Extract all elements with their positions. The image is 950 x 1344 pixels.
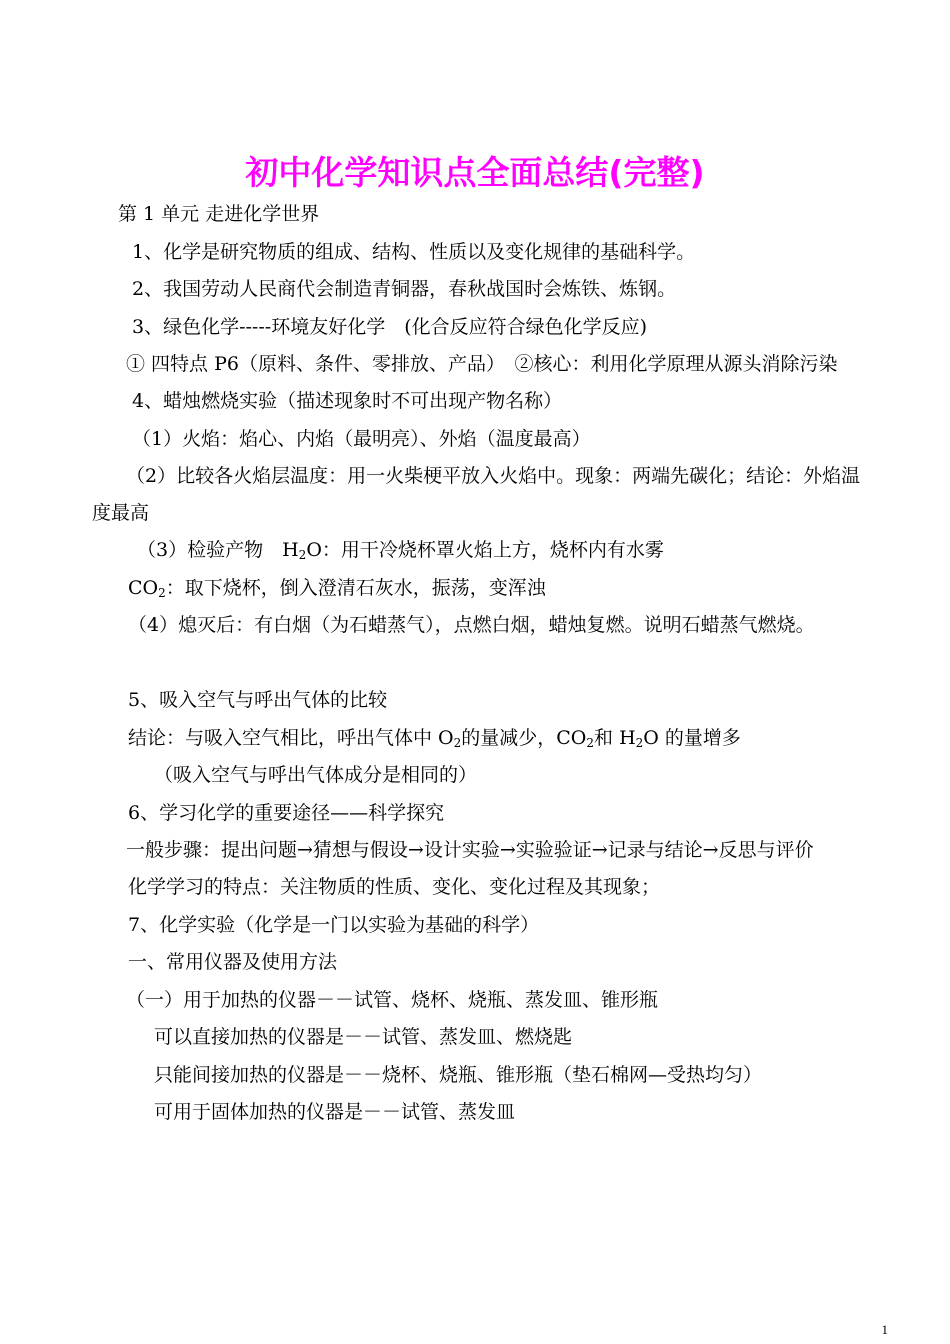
text-segment: CO: [128, 576, 159, 599]
paragraph-line: 化学学习的特点：关注物质的性质、变化、变化过程及其现象；: [128, 876, 661, 898]
text-segment: 和 H: [594, 726, 636, 749]
blank-line: [92, 645, 872, 683]
text-segment: ：取下烧杯，倒入澄清石灰水，振荡，变浑浊: [165, 576, 546, 599]
paragraph-line: （一）用于加热的仪器－－试管、烧杯、烧瓶、蒸发皿、锥形瓶: [126, 988, 659, 1011]
paragraph-line: （4）熄灭后：有白烟（为石蜡蒸气），点燃白烟，蜡烛复燃。说明石蜡蒸气燃烧。: [128, 614, 815, 636]
paragraph-line: 3、绿色化学-----环境友好化学 (化合反应符合绿色化学反应): [132, 315, 648, 338]
text-segment: 的量减少，CO: [461, 726, 587, 749]
paragraph-line: 只能间接加热的仪器是－－烧杯、烧瓶、锥形瓶（垫石棉网—受热均匀）: [154, 1063, 763, 1086]
paragraph-line: 可以直接加热的仪器是－－试管、蒸发皿、燃烧匙: [154, 1026, 573, 1048]
paragraph-line: ① 四特点 P6（原料、条件、零排放、产品） ②核心：利用化学原理从源头消除污染: [126, 353, 838, 375]
paragraph-line: 7、化学实验（化学是一门以实验为基础的科学）: [128, 913, 540, 936]
paragraph-line: 一、常用仪器及使用方法: [128, 951, 338, 973]
paragraph-line: [92, 532, 872, 570]
document-body: [92, 196, 872, 1132]
subscript: 2: [298, 548, 307, 562]
text-segment: O 的量增多: [643, 726, 741, 749]
paragraph-line: [92, 570, 872, 608]
unit-heading: 第 1 单元 走进化学世界: [118, 203, 320, 225]
paragraph-line: （2）比较各火焰层温度：用一火柴梗平放入火焰中。现象：两端先碳化；结论：外焰温度最高: [92, 465, 861, 524]
paragraph-line: 一般步骤：提出问题→猜想与假设→设计实验→实验验证→记录与结论→反思与评价: [126, 839, 814, 861]
paragraph-line: [92, 720, 872, 758]
paragraph-line: 1、化学是研究物质的组成、结构、性质以及变化规律的基础科学。: [132, 240, 696, 263]
paragraph-line: 2、我国劳动人民商代会制造青铜器，春秋战国时会炼铁、炼钢。: [132, 278, 677, 300]
paragraph-line: 5、吸入空气与呼出气体的比较: [128, 689, 388, 711]
paragraph-line: 可用于固体加热的仪器是－－试管、蒸发皿: [154, 1101, 516, 1123]
subscript: 2: [586, 735, 595, 750]
text-segment: 结论：与吸入空气相比，呼出气体中 O: [128, 726, 454, 749]
page-title: 初中化学知识点全面总结(完整): [245, 153, 705, 192]
text-segment: （3）检验产物 H: [137, 539, 299, 561]
text-segment: O：用干冷烧杯罩火焰上方，烧杯内有水雾: [306, 539, 664, 561]
subscript: 2: [635, 735, 644, 750]
subscript: 2: [453, 735, 462, 750]
paragraph-line: （1）火焰：焰心、内焰（最明亮）、外焰（温度最高）: [132, 427, 591, 450]
paragraph-line: （吸入空气与呼出气体成分是相同的）: [154, 764, 478, 786]
subscript: 2: [158, 585, 166, 600]
paragraph-line: 6、学习化学的重要途径——科学探究: [128, 801, 445, 824]
paragraph-line: 4、蜡烛燃烧实验（描述现象时不可出现产物名称）: [132, 390, 563, 412]
page-number: 1: [881, 1322, 888, 1337]
